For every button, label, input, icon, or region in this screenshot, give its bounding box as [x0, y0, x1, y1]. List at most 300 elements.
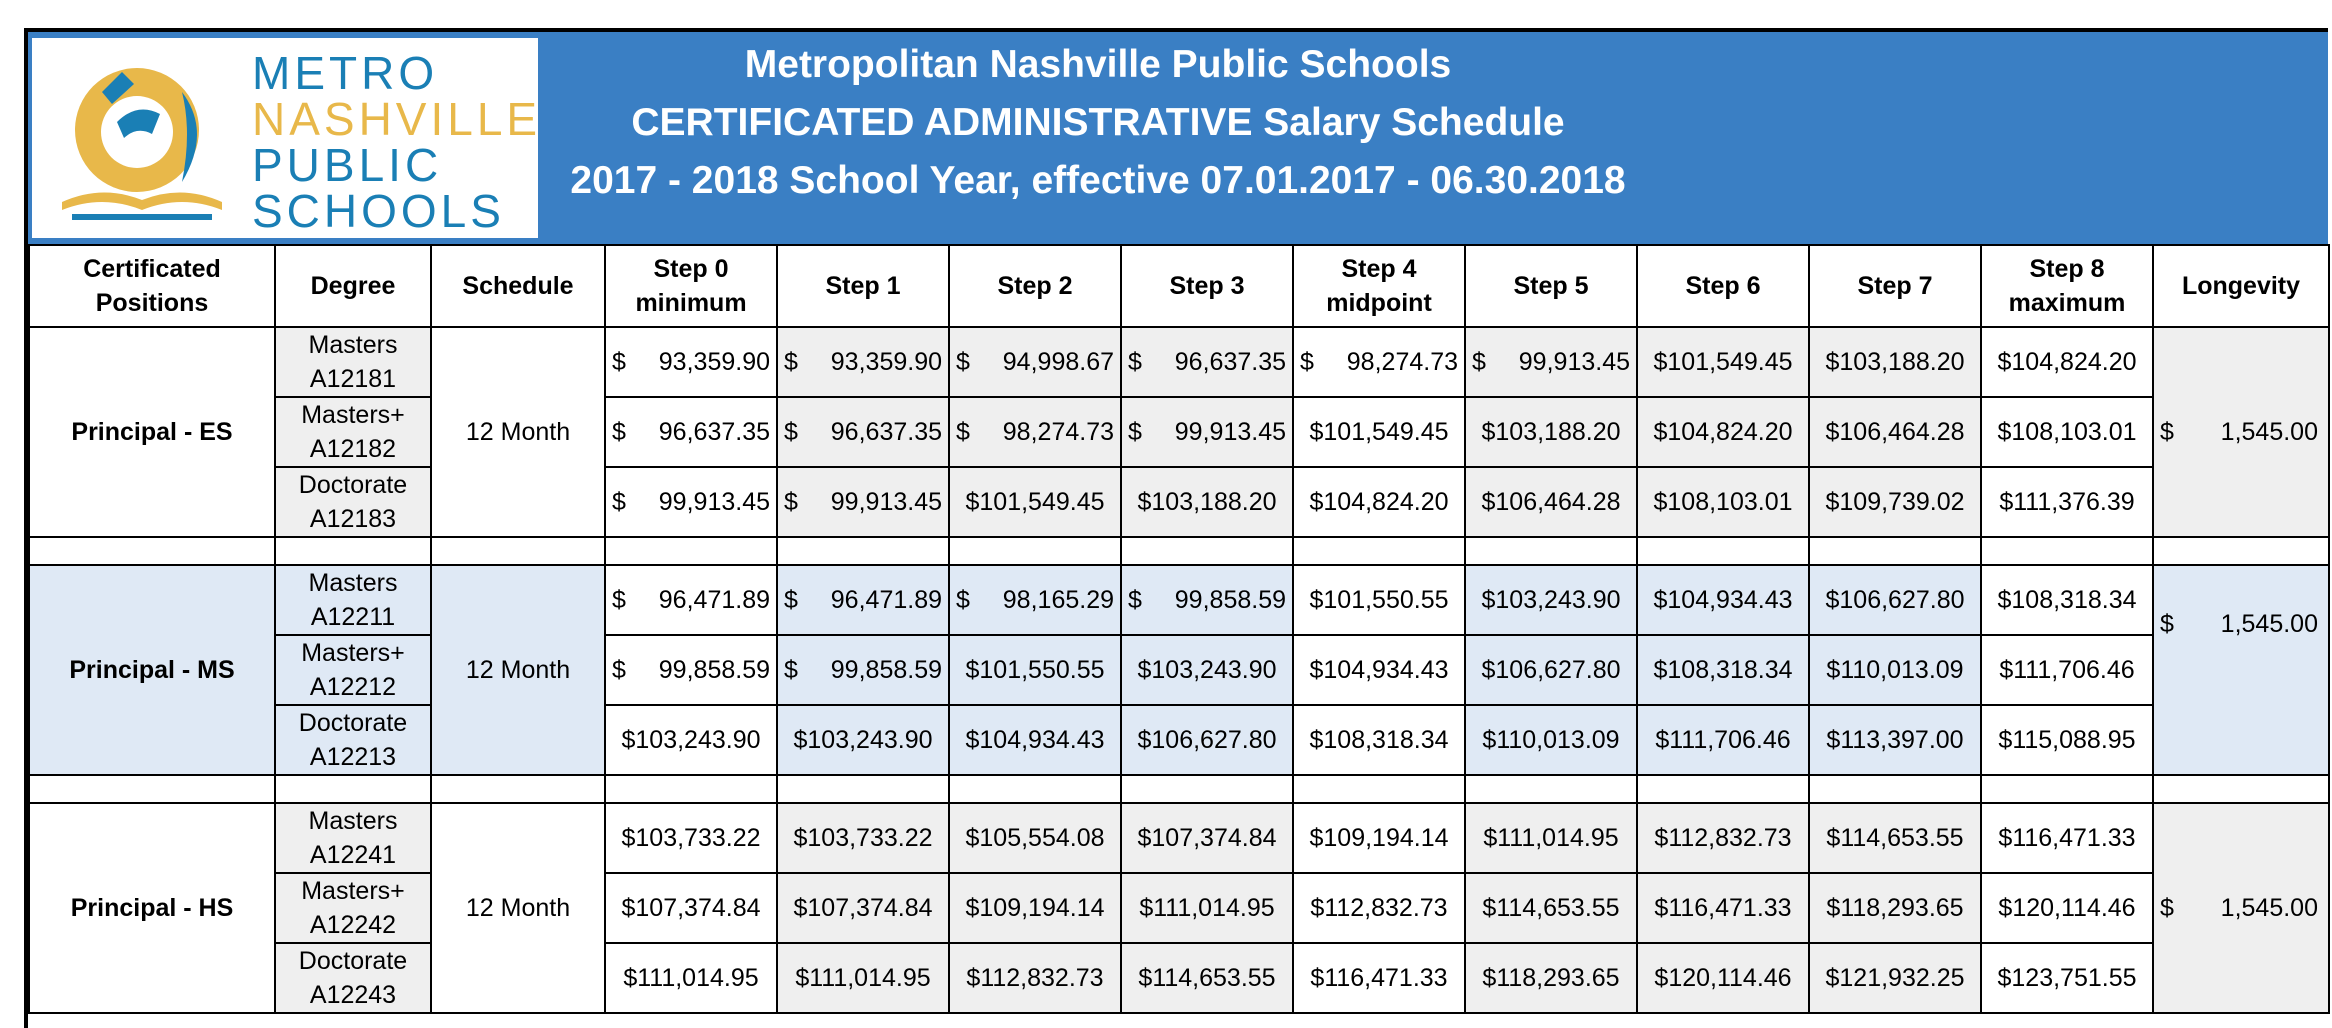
salary-cell-step8 [1981, 873, 2153, 943]
spacer-cell [1809, 537, 1981, 565]
currency-symbol: $ [784, 417, 798, 446]
salary-value: 111,014.95 [1497, 823, 1619, 852]
spacer-cell [777, 775, 949, 803]
currency-symbol: $ [1309, 487, 1324, 516]
header-row [29, 245, 2329, 327]
degree-cell [275, 397, 431, 467]
degree-label: Doctorate [298, 709, 408, 737]
currency-symbol: $ [956, 585, 970, 614]
currency-symbol: $ [965, 487, 980, 516]
currency-symbol: $ [965, 893, 980, 922]
degree-label: Masters [308, 331, 398, 359]
degree-cell [275, 705, 431, 775]
salary-value: 109,739.02 [1839, 487, 1965, 516]
longevity-value: 1,545.00 [2220, 417, 2318, 446]
salary-value: 104,934.43 [979, 725, 1105, 754]
currency-symbol: $ [966, 963, 981, 992]
salary-table [28, 244, 2330, 1014]
longevity-cell [2153, 803, 2329, 1013]
salary-value: 96,637.35 [830, 417, 942, 446]
salary-value: 115,088.95 [2012, 725, 2136, 754]
salary-value: 108,103.01 [2011, 417, 2137, 446]
currency-symbol: $ [612, 655, 626, 684]
salary-cell-step3 [1121, 467, 1293, 537]
salary-cell-step6 [1637, 565, 1809, 635]
spacer-cell [1465, 775, 1637, 803]
salary-cell-step3 [1121, 565, 1293, 635]
currency-symbol: $ [1309, 823, 1324, 852]
col-header-step4: Step 4 midpoint [1293, 245, 1465, 327]
salary-value: 106,627.80 [1495, 655, 1621, 684]
currency-symbol: $ [1653, 417, 1668, 446]
spacer-cell [2153, 775, 2329, 803]
currency-symbol: $ [1997, 347, 2012, 376]
spacer-cell [1637, 775, 1809, 803]
currency-symbol: $ [1481, 585, 1496, 614]
spacer-row [29, 537, 2329, 565]
currency-symbol: $ [1309, 417, 1324, 446]
degree-code: A12181 [309, 365, 397, 393]
spacer-cell [29, 537, 275, 565]
currency-symbol: $ [784, 487, 798, 516]
logo-word-public: PUBLIC [252, 139, 443, 191]
salary-cell-step5 [1465, 943, 1637, 1013]
degree-label: Doctorate [298, 947, 408, 975]
salary-value: 98,274.73 [1346, 347, 1458, 376]
logo-word-nashville: NASHVILLE [252, 93, 542, 145]
salary-value: 103,243.90 [635, 725, 761, 754]
salary-value: 99,913.45 [658, 487, 770, 516]
currency-symbol: $ [1653, 487, 1668, 516]
salary-value: 108,318.34 [1667, 655, 1793, 684]
salary-cell-step4 [1293, 943, 1465, 1013]
currency-symbol: $ [784, 347, 798, 376]
salary-cell-step7 [1809, 803, 1981, 873]
table-row [29, 635, 2329, 705]
col-header-step0: Step 0 minimum [605, 245, 777, 327]
table-row [29, 803, 2329, 873]
salary-cell-step0 [605, 943, 777, 1013]
salary-value: 114,653.55 [1496, 893, 1620, 922]
currency-symbol: $ [621, 725, 636, 754]
currency-symbol: $ [1654, 893, 1669, 922]
currency-symbol: $ [1300, 347, 1314, 376]
currency-symbol: $ [1483, 823, 1498, 852]
salary-cell-step0 [605, 635, 777, 705]
salary-value: 104,934.43 [1667, 585, 1793, 614]
salary-value: 99,858.59 [1174, 585, 1286, 614]
degree-label: Doctorate [298, 471, 408, 499]
degree-code: A12241 [309, 841, 397, 869]
currency-symbol: $ [1825, 585, 1840, 614]
spacer-cell [949, 775, 1121, 803]
salary-value: 107,374.84 [635, 893, 761, 922]
currency-symbol: $ [1825, 347, 1840, 376]
position-cell: Principal - ES [29, 327, 275, 537]
salary-cell-step6 [1637, 467, 1809, 537]
currency-symbol: $ [1999, 487, 2014, 516]
salary-value: 116,471.33 [1668, 893, 1792, 922]
salary-value: 96,637.35 [1174, 347, 1286, 376]
currency-symbol: $ [965, 655, 980, 684]
salary-cell-step7 [1809, 397, 1981, 467]
salary-cell-step0 [605, 327, 777, 397]
spacer-row [29, 775, 2329, 803]
currency-symbol: $ [1481, 655, 1496, 684]
currency-symbol: $ [2160, 417, 2174, 446]
salary-cell-step7 [1809, 635, 1981, 705]
salary-value: 112,832.73 [1324, 893, 1448, 922]
degree-code: A12243 [309, 981, 397, 1009]
table-row [29, 565, 2329, 635]
degree-code: A12183 [309, 505, 397, 533]
spacer-cell [1981, 537, 2153, 565]
currency-symbol: $ [1825, 487, 1840, 516]
salary-cell-step0 [605, 467, 777, 537]
currency-symbol: $ [1128, 585, 1142, 614]
salary-cell-step2 [949, 565, 1121, 635]
salary-cell-step1 [777, 943, 949, 1013]
table-row [29, 467, 2329, 537]
degree-cell [275, 565, 431, 635]
salary-cell-step1 [777, 635, 949, 705]
salary-value: 116,471.33 [1324, 963, 1448, 992]
degree-cell [275, 943, 431, 1013]
salary-value: 109,194.14 [1323, 823, 1449, 852]
salary-cell-step8 [1981, 943, 2153, 1013]
currency-symbol: $ [1825, 417, 1840, 446]
currency-symbol: $ [1137, 487, 1152, 516]
currency-symbol: $ [623, 963, 638, 992]
degree-cell [275, 635, 431, 705]
salary-cell-step1 [777, 565, 949, 635]
spacer-cell [777, 537, 949, 565]
salary-cell-step1 [777, 467, 949, 537]
salary-value: 101,549.45 [1667, 347, 1793, 376]
salary-value: 108,103.01 [1667, 487, 1793, 516]
salary-cell-step6 [1637, 803, 1809, 873]
salary-value: 111,014.95 [1153, 893, 1275, 922]
salary-cell-step2 [949, 635, 1121, 705]
table-row [29, 943, 2329, 1013]
salary-cell-step7 [1809, 327, 1981, 397]
salary-value: 103,243.90 [1495, 585, 1621, 614]
currency-symbol: $ [965, 725, 980, 754]
salary-cell-step8 [1981, 327, 2153, 397]
spacer-cell [949, 537, 1121, 565]
currency-symbol: $ [1481, 487, 1496, 516]
currency-symbol: $ [1309, 585, 1324, 614]
salary-value: 104,824.20 [1667, 417, 1793, 446]
salary-value: 93,359.90 [658, 347, 770, 376]
logo-word-schools: SCHOOLS [252, 185, 505, 237]
position-cell: Principal - HS [29, 803, 275, 1013]
degree-cell [275, 327, 431, 397]
salary-cell-step8 [1981, 635, 2153, 705]
currency-symbol: $ [1653, 655, 1668, 684]
spacer-cell [1121, 537, 1293, 565]
salary-value: 93,359.90 [830, 347, 942, 376]
salary-cell-step4 [1293, 635, 1465, 705]
degree-code: A12242 [309, 911, 397, 939]
salary-value: 98,274.73 [1002, 417, 1114, 446]
salary-cell-step0 [605, 397, 777, 467]
salary-value: 113,397.00 [1840, 725, 1964, 754]
salary-value: 98,165.29 [1002, 585, 1114, 614]
salary-value: 101,549.45 [979, 487, 1105, 516]
salary-cell-step3 [1121, 943, 1293, 1013]
salary-cell-step8 [1981, 705, 2153, 775]
col-header-step1: Step 1 [777, 245, 949, 327]
currency-symbol: $ [1310, 963, 1325, 992]
salary-value: 112,832.73 [1668, 823, 1792, 852]
currency-symbol: $ [612, 347, 626, 376]
salary-cell-step5 [1465, 705, 1637, 775]
currency-symbol: $ [793, 893, 808, 922]
salary-value: 121,932.25 [1839, 963, 1965, 992]
salary-value: 118,293.65 [1840, 893, 1964, 922]
salary-cell-step4 [1293, 467, 1465, 537]
col-header-step5: Step 5 [1465, 245, 1637, 327]
salary-value: 101,549.45 [1323, 417, 1449, 446]
salary-cell-step2 [949, 327, 1121, 397]
currency-symbol: $ [1309, 725, 1324, 754]
table-row [29, 397, 2329, 467]
currency-symbol: $ [1655, 725, 1670, 754]
salary-cell-step1 [777, 327, 949, 397]
currency-symbol: $ [1997, 417, 2012, 446]
spacer-cell [2153, 537, 2329, 565]
salary-cell-step2 [949, 467, 1121, 537]
salary-cell-step4 [1293, 397, 1465, 467]
salary-value: 99,913.45 [1518, 347, 1630, 376]
spacer-cell [275, 537, 431, 565]
salary-value: 106,464.28 [1495, 487, 1621, 516]
salary-value: 103,188.20 [1839, 347, 1965, 376]
col-header-step6: Step 6 [1637, 245, 1809, 327]
currency-symbol: $ [1654, 963, 1669, 992]
salary-cell-step3 [1121, 635, 1293, 705]
table-row [29, 705, 2329, 775]
degree-label: Masters+ [301, 401, 405, 429]
salary-value: 116,471.33 [2012, 823, 2136, 852]
longevity-cell [2153, 565, 2329, 775]
salary-cell-step7 [1809, 943, 1981, 1013]
salary-cell-step1 [777, 873, 949, 943]
salary-cell-step7 [1809, 705, 1981, 775]
currency-symbol: $ [2160, 610, 2174, 638]
salary-table-body [29, 327, 2329, 1013]
spacer-cell [1465, 537, 1637, 565]
salary-cell-step0 [605, 803, 777, 873]
degree-label: Masters+ [301, 639, 405, 667]
spacer-cell [1637, 537, 1809, 565]
salary-value: 111,706.46 [1669, 725, 1791, 754]
degree-label: Masters+ [301, 877, 405, 905]
currency-symbol: $ [1137, 655, 1152, 684]
col-header-step3: Step 3 [1121, 245, 1293, 327]
schedule-cell: 12 Month [431, 327, 605, 537]
currency-symbol: $ [965, 823, 980, 852]
currency-symbol: $ [784, 655, 798, 684]
logo-word-metro: METRO [252, 47, 439, 99]
salary-cell-step8 [1981, 565, 2153, 635]
currency-symbol: $ [1997, 585, 2012, 614]
currency-symbol: $ [1997, 963, 2012, 992]
currency-symbol: $ [1481, 417, 1496, 446]
salary-cell-step2 [949, 705, 1121, 775]
col-header-schedule: Schedule [431, 245, 605, 327]
spacer-cell [1121, 775, 1293, 803]
header-banner [28, 32, 2328, 244]
col-header-degree: Degree [275, 245, 431, 327]
currency-symbol: $ [1998, 893, 2013, 922]
currency-symbol: $ [1826, 725, 1841, 754]
degree-cell [275, 467, 431, 537]
salary-cell-step5 [1465, 565, 1637, 635]
spacer-cell [29, 775, 275, 803]
salary-cell-step6 [1637, 635, 1809, 705]
currency-symbol: $ [1826, 655, 1841, 684]
salary-cell-step1 [777, 803, 949, 873]
currency-symbol: $ [1482, 893, 1497, 922]
salary-cell-step4 [1293, 705, 1465, 775]
salary-cell-step5 [1465, 803, 1637, 873]
salary-value: 107,374.84 [807, 893, 933, 922]
salary-cell-step7 [1809, 467, 1981, 537]
salary-value: 96,471.89 [658, 585, 770, 614]
salary-value: 106,464.28 [1839, 417, 1965, 446]
salary-value: 111,014.95 [809, 963, 931, 992]
salary-value: 107,374.84 [1151, 823, 1277, 852]
salary-value: 120,114.46 [2012, 893, 2136, 922]
salary-value: 104,824.20 [2011, 347, 2137, 376]
currency-symbol: $ [1482, 725, 1497, 754]
salary-value: 103,243.90 [807, 725, 933, 754]
salary-cell-step6 [1637, 327, 1809, 397]
salary-cell-step3 [1121, 803, 1293, 873]
currency-symbol: $ [1826, 823, 1841, 852]
col-header-longevity: Longevity [2153, 245, 2329, 327]
currency-symbol: $ [1826, 893, 1841, 922]
salary-cell-step5 [1465, 467, 1637, 537]
salary-value: 103,243.90 [1151, 655, 1277, 684]
salary-cell-step3 [1121, 873, 1293, 943]
currency-symbol: $ [1654, 823, 1669, 852]
spacer-cell [1809, 775, 1981, 803]
spacer-cell [431, 775, 605, 803]
col-header-step2: Step 2 [949, 245, 1121, 327]
salary-value: 110,013.09 [1496, 725, 1620, 754]
salary-value: 123,751.55 [2011, 963, 2137, 992]
spacer-cell [1293, 537, 1465, 565]
currency-symbol: $ [612, 585, 626, 614]
position-cell: Principal - MS [29, 565, 275, 775]
degree-code: A12211 [310, 603, 396, 631]
salary-value: 106,627.80 [1839, 585, 1965, 614]
currency-symbol: $ [1472, 347, 1486, 376]
title-schedule: CERTIFICATED ADMINISTRATIVE Salary Schedule [631, 101, 1565, 144]
currency-symbol: $ [1998, 823, 2013, 852]
salary-value: 111,376.39 [2013, 487, 2135, 516]
currency-symbol: $ [1482, 963, 1497, 992]
longevity-value: 1,545.00 [2220, 610, 2318, 638]
salary-sheet [24, 28, 2328, 1028]
salary-cell-step2 [949, 803, 1121, 873]
apple-book-logo-icon [42, 52, 242, 232]
spacer-cell [605, 537, 777, 565]
salary-cell-step4 [1293, 803, 1465, 873]
currency-symbol: $ [1653, 585, 1668, 614]
salary-cell-step1 [777, 397, 949, 467]
salary-cell-step0 [605, 873, 777, 943]
currency-symbol: $ [2160, 893, 2174, 922]
degree-code: A12182 [309, 435, 397, 463]
salary-cell-step2 [949, 397, 1121, 467]
salary-cell-step6 [1637, 873, 1809, 943]
salary-value: 99,858.59 [830, 655, 942, 684]
currency-symbol: $ [795, 963, 810, 992]
spacer-cell [275, 775, 431, 803]
spacer-cell [431, 537, 605, 565]
spacer-cell [605, 775, 777, 803]
currency-symbol: $ [612, 417, 626, 446]
currency-symbol: $ [1999, 655, 2014, 684]
title-district: Metropolitan Nashville Public Schools [744, 43, 1452, 86]
salary-cell-step6 [1637, 705, 1809, 775]
salary-value: 114,653.55 [1152, 963, 1276, 992]
degree-label: Masters [308, 807, 398, 835]
currency-symbol: $ [1139, 893, 1154, 922]
salary-cell-step4 [1293, 327, 1465, 397]
salary-cell-step1 [777, 705, 949, 775]
schedule-cell: 12 Month [431, 803, 605, 1013]
salary-value: 112,832.73 [980, 963, 1104, 992]
currency-symbol: $ [1128, 347, 1142, 376]
spacer-cell [1293, 775, 1465, 803]
title-block [538, 36, 1658, 210]
salary-cell-step2 [949, 943, 1121, 1013]
currency-symbol: $ [1825, 963, 1840, 992]
degree-code: A12213 [309, 743, 397, 771]
salary-cell-step8 [1981, 803, 2153, 873]
salary-value: 114,653.55 [1840, 823, 1964, 852]
spacer-cell [1981, 775, 2153, 803]
salary-value: 106,627.80 [1151, 725, 1277, 754]
salary-value: 118,293.65 [1496, 963, 1620, 992]
salary-value: 110,013.09 [1840, 655, 1964, 684]
salary-cell-step4 [1293, 873, 1465, 943]
salary-value: 103,733.22 [635, 823, 761, 852]
salary-value: 109,194.14 [979, 893, 1105, 922]
salary-value: 99,858.59 [658, 655, 770, 684]
currency-symbol: $ [621, 823, 636, 852]
col-header-positions: Certificated Positions [29, 245, 275, 327]
currency-symbol: $ [956, 347, 970, 376]
currency-symbol: $ [793, 725, 808, 754]
salary-cell-step8 [1981, 467, 2153, 537]
salary-value: 120,114.46 [1668, 963, 1792, 992]
salary-cell-step2 [949, 873, 1121, 943]
salary-value: 99,913.45 [830, 487, 942, 516]
degree-cell [275, 873, 431, 943]
salary-value: 104,934.43 [1323, 655, 1449, 684]
currency-symbol: $ [793, 823, 808, 852]
currency-symbol: $ [784, 585, 798, 614]
salary-cell-step3 [1121, 327, 1293, 397]
salary-value: 103,188.20 [1495, 417, 1621, 446]
salary-value: 96,637.35 [658, 417, 770, 446]
